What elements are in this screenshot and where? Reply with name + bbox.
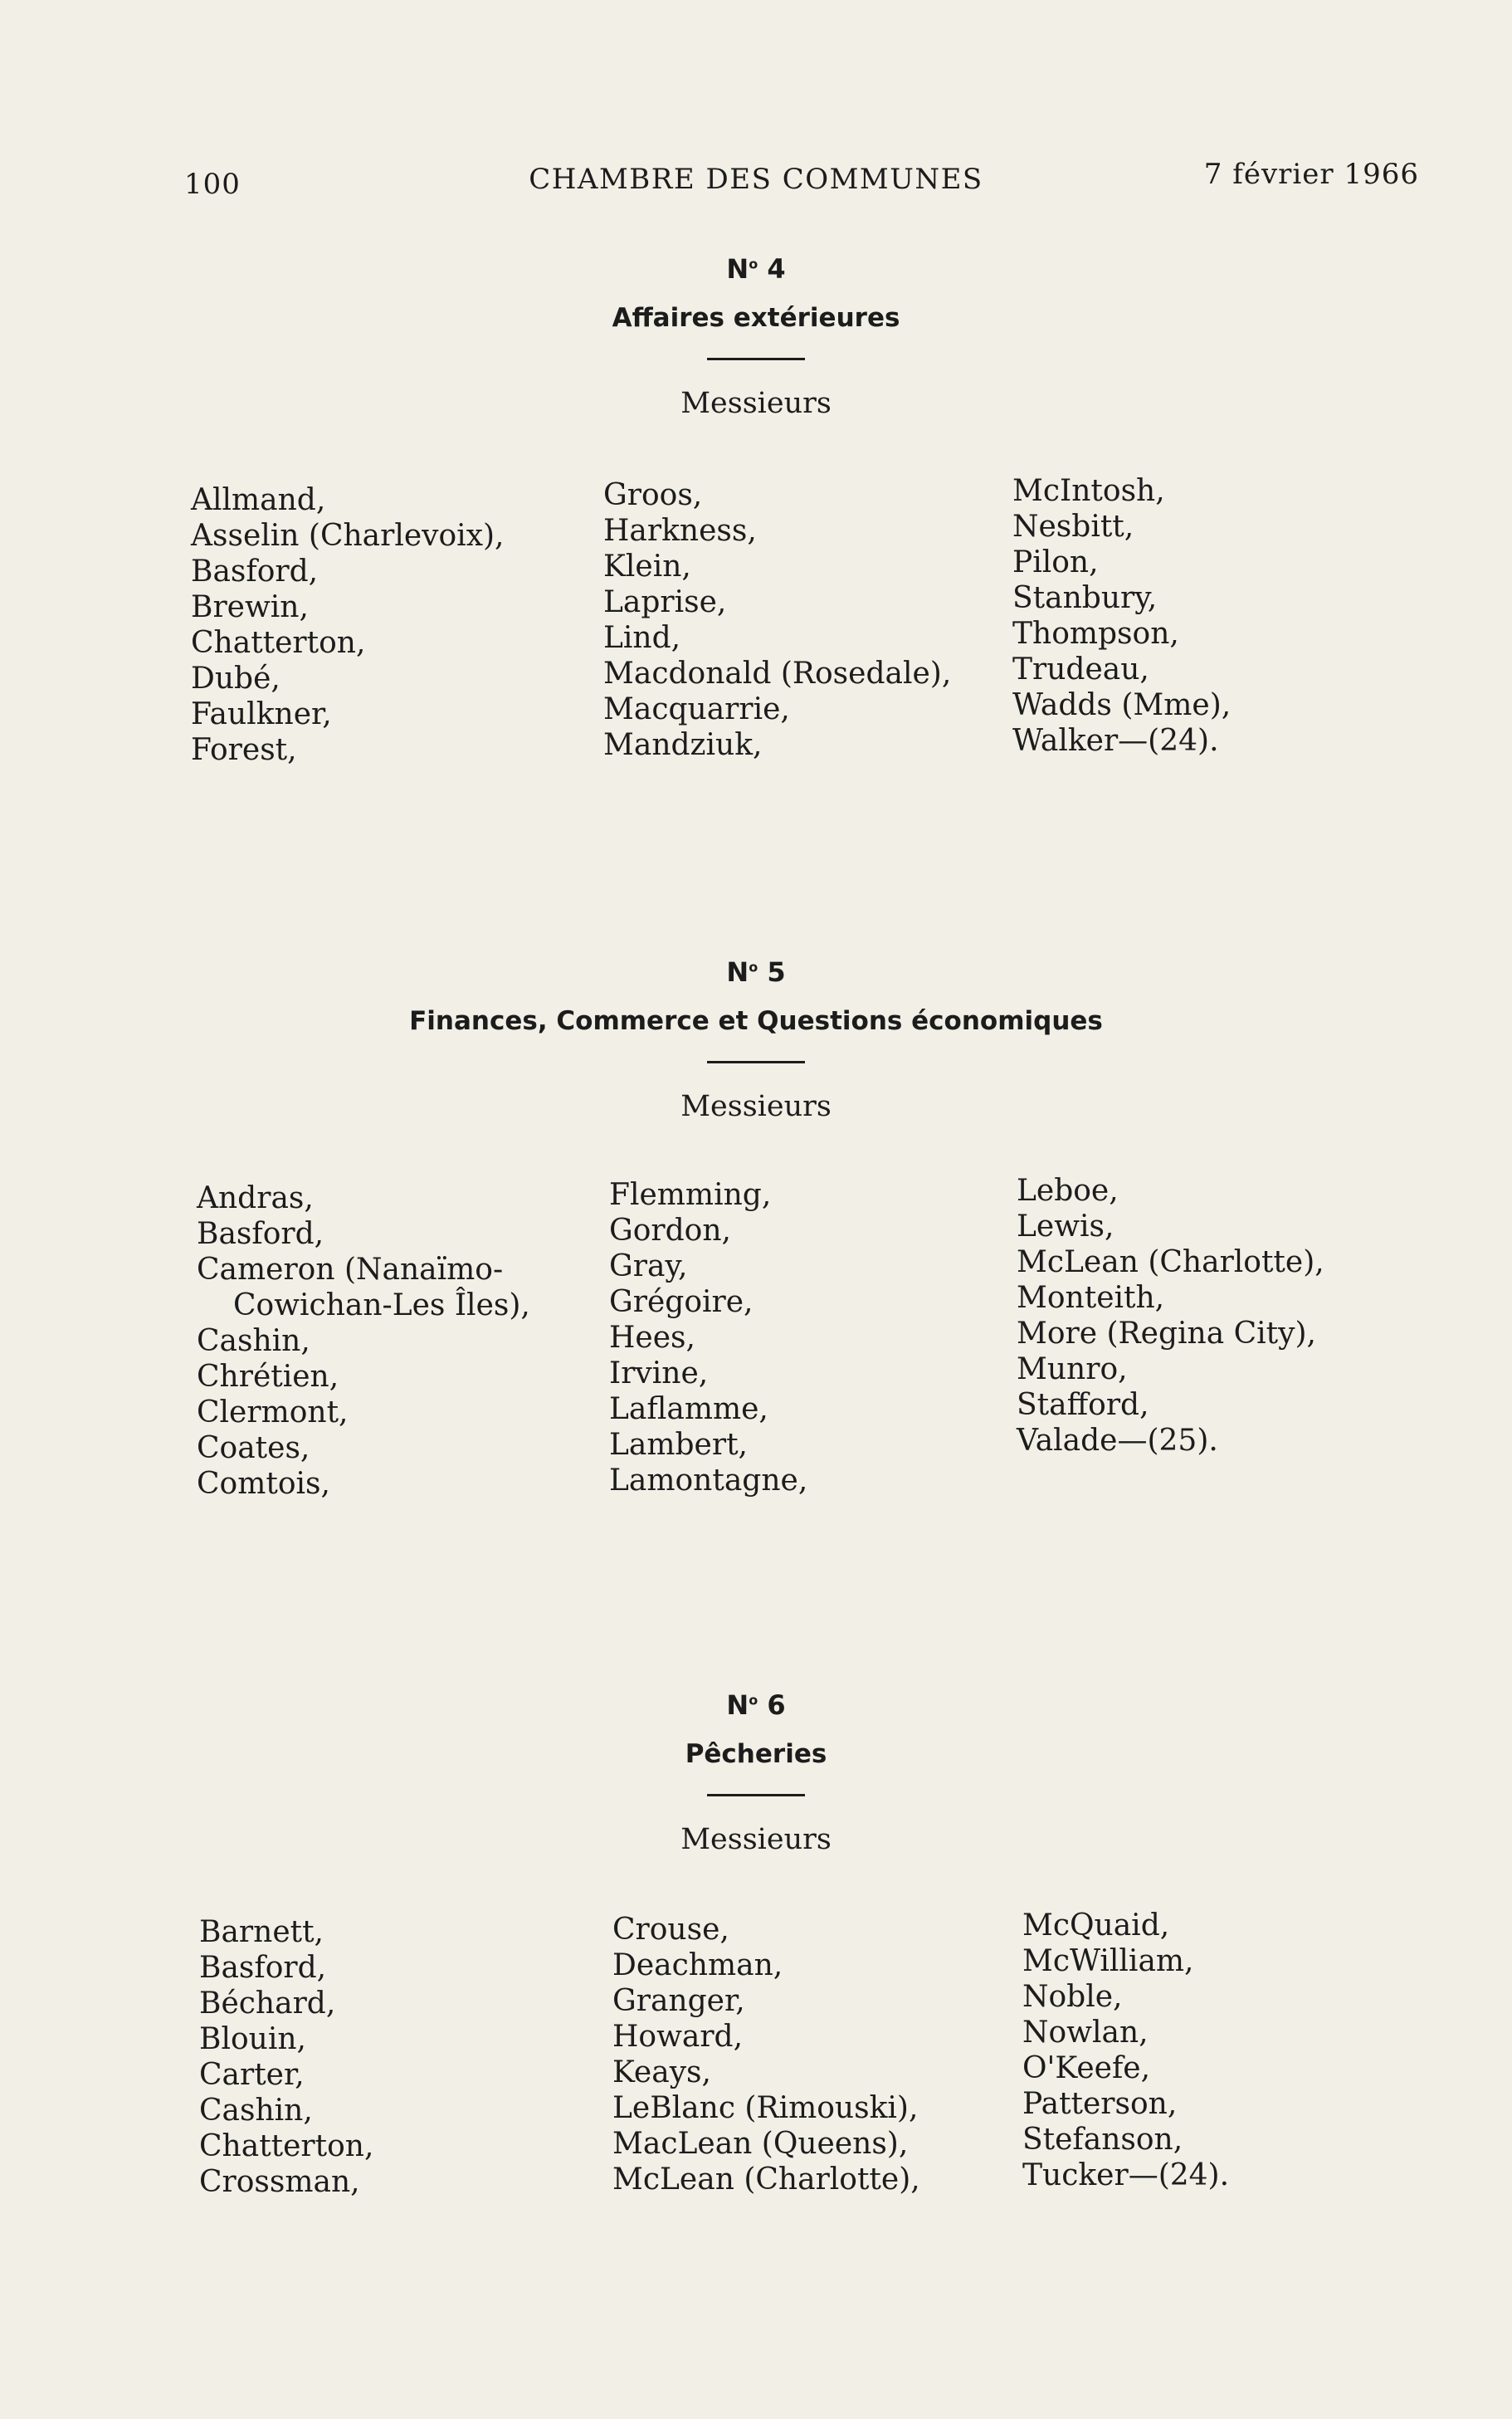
section-number: $N^o$ 6 xyxy=(726,1689,786,1721)
member-name: Stefanson, xyxy=(1022,2123,1183,2157)
member-name: Irvine, xyxy=(609,1356,709,1390)
member-name: Groos, xyxy=(603,478,703,512)
page-header xyxy=(0,158,1512,208)
member-name: Nesbitt, xyxy=(1012,510,1134,544)
member-name: Dubé, xyxy=(191,662,280,696)
member-name: LeBlanc (Rimouski), xyxy=(612,2091,919,2125)
member-column-3 xyxy=(1012,473,1231,759)
member-name: Crossman, xyxy=(199,2165,360,2199)
member-name: Cameron (Nanaïmo- xyxy=(197,1253,504,1287)
member-name: Munro, xyxy=(1017,1352,1128,1386)
member-name: Nowlan, xyxy=(1022,2016,1149,2050)
messieurs-label: Messieurs xyxy=(680,1090,832,1123)
member-name: Deachman, xyxy=(612,1948,783,1982)
member-name: MacLean (Queens), xyxy=(612,2127,909,2161)
divider xyxy=(707,358,805,360)
member-name: Walker—(24). xyxy=(1012,724,1219,758)
member-name: More (Regina City), xyxy=(1017,1317,1316,1351)
member-name: Cashin, xyxy=(199,2094,313,2128)
member-name: McLean (Charlotte), xyxy=(612,2162,920,2197)
member-name: Lambert, xyxy=(609,1428,748,1462)
page-date: 7 février 1966 xyxy=(1203,158,1419,191)
member-name: Lewis, xyxy=(1017,1210,1114,1244)
member-column-1 xyxy=(199,1914,373,2200)
member-name: Patterson, xyxy=(1022,2087,1178,2121)
divider xyxy=(707,1794,805,1796)
messieurs-label: Messieurs xyxy=(680,387,832,420)
member-column-1 xyxy=(191,482,505,768)
member-column-2 xyxy=(612,1912,920,2197)
member-name: Macdonald (Rosedale), xyxy=(603,657,952,691)
member-name: Lind, xyxy=(603,621,681,655)
member-name: Gordon, xyxy=(609,1214,731,1248)
member-name: Asselin (Charlevoix), xyxy=(191,519,505,553)
member-name: Grégoire, xyxy=(609,1285,754,1319)
member-name: Basford, xyxy=(197,1217,324,1251)
member-column-3 xyxy=(1022,1908,1229,2193)
divider xyxy=(707,1061,805,1063)
member-name: Carter, xyxy=(199,2058,305,2092)
member-name: Basford, xyxy=(199,1951,327,1985)
section-number: $N^o$ 5 xyxy=(726,956,786,988)
member-name: Stafford, xyxy=(1017,1388,1149,1422)
page-number: 100 xyxy=(184,168,241,201)
member-name: Allmand, xyxy=(191,483,326,517)
member-name: Forest, xyxy=(191,733,297,767)
member-name: McIntosh, xyxy=(1012,474,1165,508)
member-name: Clermont, xyxy=(197,1395,349,1429)
member-name: Trudeau, xyxy=(1012,652,1149,687)
section-4 xyxy=(0,253,1512,420)
member-name: Hees, xyxy=(609,1321,695,1355)
member-name: O'Keefe, xyxy=(1022,2051,1151,2085)
member-name: Lamontagne, xyxy=(609,1464,808,1498)
member-name: Basford, xyxy=(191,555,319,589)
section-title: Pêcheries xyxy=(685,1739,827,1769)
member-name: McWilliam, xyxy=(1022,1944,1194,1978)
member-name: Valade—(25). xyxy=(1017,1424,1218,1458)
member-name: Chatterton, xyxy=(191,626,366,660)
member-column-2 xyxy=(603,477,951,763)
member-name: Pilon, xyxy=(1012,545,1099,579)
member-name: Mandziuk, xyxy=(603,728,763,762)
member-name: Laflamme, xyxy=(609,1392,768,1426)
member-name: Coates, xyxy=(197,1431,310,1465)
member-name: Chatterton, xyxy=(199,2129,374,2163)
member-name: Howard, xyxy=(612,2020,744,2054)
member-name: Crouse, xyxy=(612,1913,729,1947)
member-name: Brewin, xyxy=(191,590,309,624)
member-column-2 xyxy=(609,1177,807,1498)
member-name: Gray, xyxy=(609,1249,688,1283)
member-name: Béchard, xyxy=(199,1987,336,2021)
member-column-1 xyxy=(197,1180,530,1502)
member-column-3 xyxy=(1017,1173,1324,1459)
member-name: Keays, xyxy=(612,2055,711,2089)
messieurs-label: Messieurs xyxy=(680,1823,832,1856)
section-6 xyxy=(0,1689,1512,1856)
member-name: McLean (Charlotte), xyxy=(1017,1245,1324,1279)
member-name: Flemming, xyxy=(609,1178,772,1212)
member-name: Noble, xyxy=(1022,1980,1123,2014)
member-name: Laprise, xyxy=(603,585,727,619)
section-title: Affaires extérieures xyxy=(612,303,900,333)
member-name: Cashin, xyxy=(197,1324,310,1358)
member-name: Wadds (Mme), xyxy=(1012,688,1232,722)
member-name: McQuaid, xyxy=(1022,1908,1170,1943)
member-name: Blouin, xyxy=(199,2022,306,2056)
member-name: Thompson, xyxy=(1012,617,1179,651)
section-number: $N^o$ 4 xyxy=(726,253,786,285)
member-name: Klein, xyxy=(603,550,691,584)
member-name: Chrétien, xyxy=(197,1360,339,1394)
member-name: Harkness, xyxy=(603,514,757,548)
member-name: Leboe, xyxy=(1017,1174,1119,1208)
member-name: Granger, xyxy=(612,1984,745,2018)
member-name: Barnett, xyxy=(199,1915,324,1949)
section-title: Finances, Commerce et Questions économiques xyxy=(409,1006,1103,1036)
member-name: Faulkner, xyxy=(191,697,332,731)
section-5 xyxy=(0,956,1512,1123)
member-name: Monteith, xyxy=(1017,1281,1165,1315)
page-title: CHAMBRE DES COMMUNES xyxy=(529,163,983,196)
member-name: Andras, xyxy=(197,1181,314,1215)
member-name: Comtois, xyxy=(197,1467,330,1501)
member-name: Macquarrie, xyxy=(603,692,790,726)
member-name: Cowichan-Les Îles), xyxy=(233,1288,530,1322)
member-name: Tucker—(24). xyxy=(1022,2158,1230,2192)
member-name: Stanbury, xyxy=(1012,581,1158,615)
